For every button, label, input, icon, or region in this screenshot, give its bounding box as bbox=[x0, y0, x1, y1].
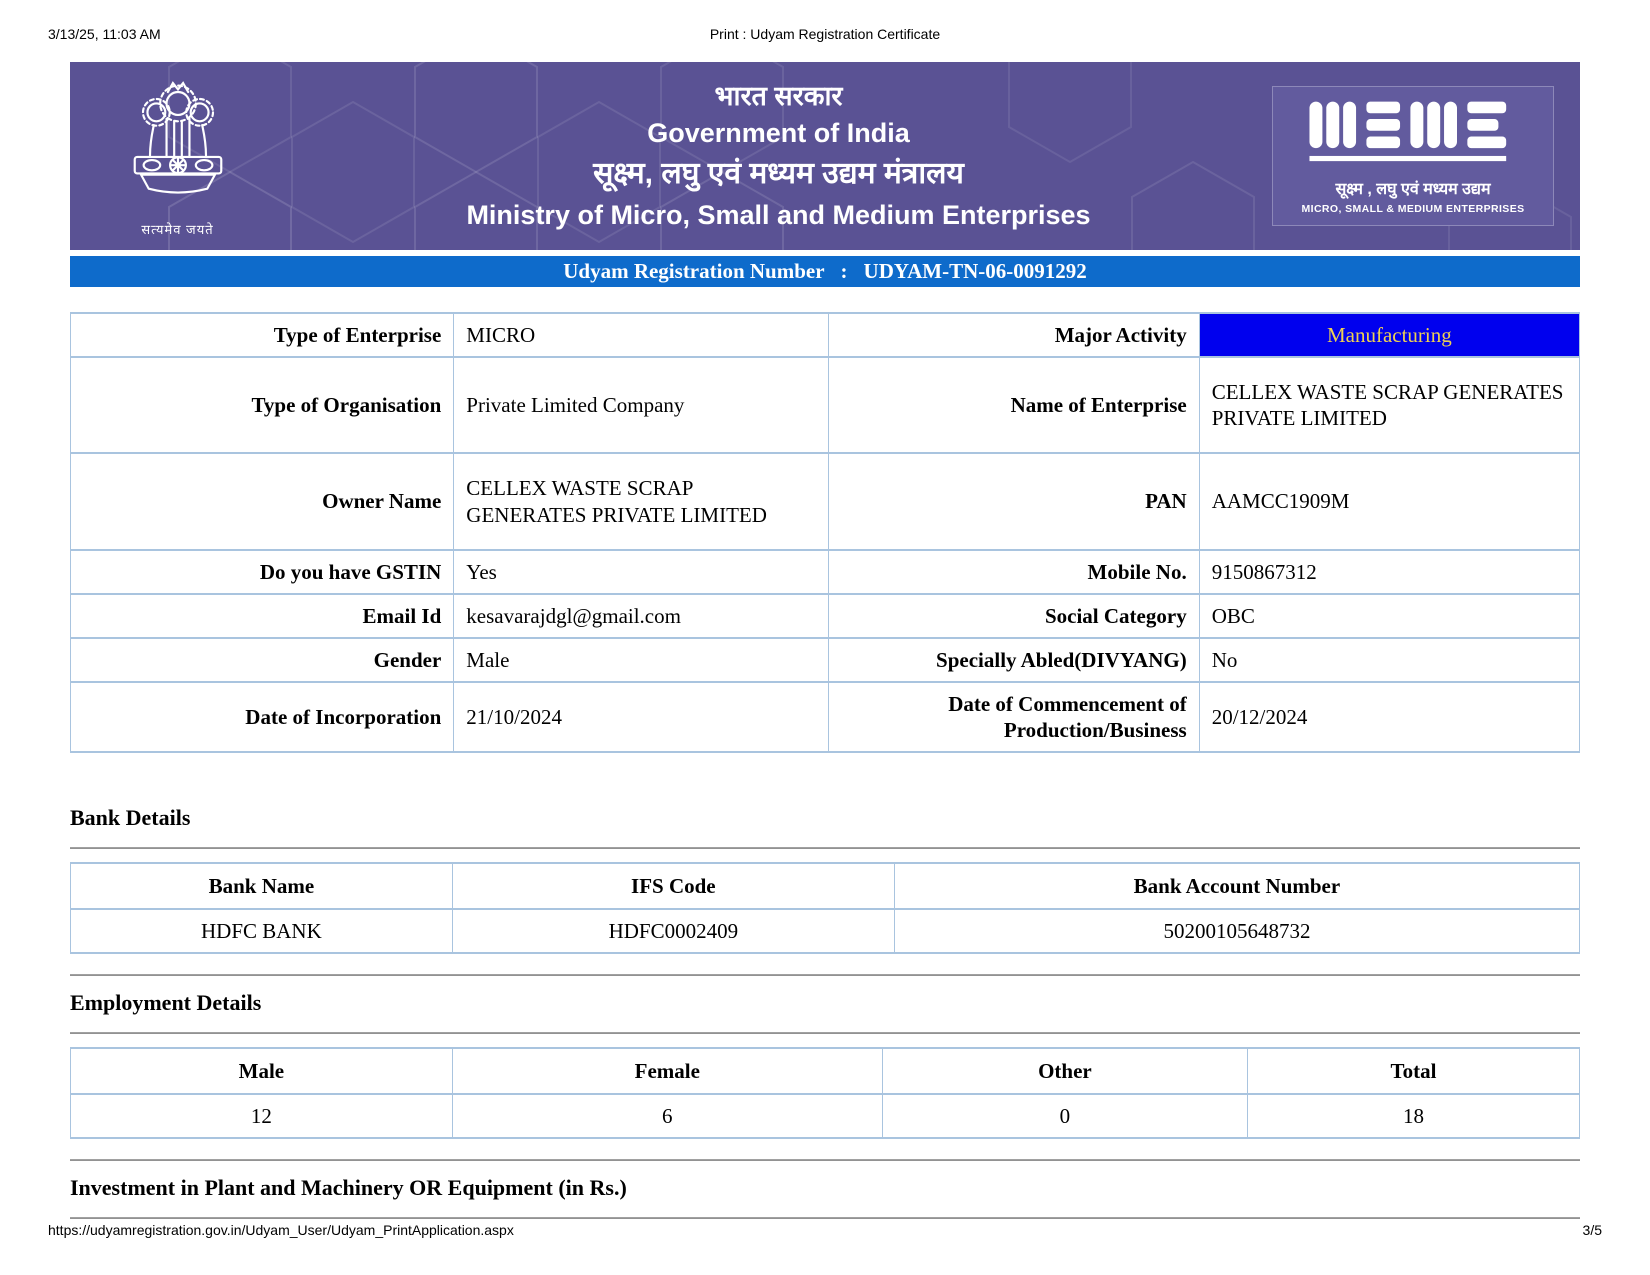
column-header: Female bbox=[452, 1048, 882, 1094]
field-value: 9150867312 bbox=[1199, 550, 1579, 594]
banner-titles bbox=[285, 81, 1272, 231]
banner-english-ministry: Ministry of Micro, Small and Medium Enterprises bbox=[466, 199, 1091, 230]
source-url: https://udyamregistration.gov.in/Udyam_User/Udyam_PrintApplication.aspx bbox=[48, 1222, 514, 1238]
section-divider bbox=[70, 1217, 1580, 1219]
table-row bbox=[71, 1094, 1580, 1138]
msme-logo-hindi-text: सूक्ष्म , लघु एवं मध्यम उद्यम bbox=[1335, 181, 1491, 198]
enterprise-details-table bbox=[70, 312, 1580, 753]
field-value: Yes bbox=[454, 550, 828, 594]
field-value: MICRO bbox=[454, 313, 828, 357]
banner-english-government: Government of India bbox=[647, 118, 910, 149]
column-header: Bank Account Number bbox=[894, 863, 1579, 909]
section-divider bbox=[70, 847, 1580, 849]
table-row bbox=[71, 638, 1580, 682]
field-label: Do you have GSTIN bbox=[71, 550, 454, 594]
table-row bbox=[71, 594, 1580, 638]
table-row bbox=[71, 909, 1580, 953]
field-value: 20/12/2024 bbox=[1199, 682, 1579, 752]
table-row bbox=[71, 453, 1580, 550]
field-value: 21/10/2024 bbox=[454, 682, 828, 752]
employment-female-count: 6 bbox=[452, 1094, 882, 1138]
ifs-code-value: HDFC0002409 bbox=[452, 909, 894, 953]
ashoka-lion-capital-icon bbox=[114, 78, 242, 218]
column-header: Bank Name bbox=[71, 863, 453, 909]
major-activity-highlight: Manufacturing bbox=[1199, 313, 1579, 357]
table-header-row bbox=[71, 1048, 1580, 1094]
bank-name-value: HDFC BANK bbox=[71, 909, 453, 953]
field-label: Email Id bbox=[71, 594, 454, 638]
field-value: AAMCC1909M bbox=[1199, 453, 1579, 550]
employment-details-heading: Employment Details bbox=[70, 990, 262, 1015]
employment-total-count: 18 bbox=[1248, 1094, 1580, 1138]
section-divider bbox=[70, 1159, 1580, 1161]
field-label: Date of Incorporation bbox=[71, 682, 454, 752]
certificate-content bbox=[70, 62, 1580, 1232]
msme-logo-english-text: MICRO, SMALL & MEDIUM ENTERPRISES bbox=[1301, 203, 1525, 215]
employment-male-count: 12 bbox=[71, 1094, 453, 1138]
emblem-motto: सत्यमेव जयते bbox=[141, 222, 214, 237]
table-row bbox=[71, 313, 1580, 357]
table-header-row bbox=[71, 863, 1580, 909]
field-label: Mobile No. bbox=[828, 550, 1199, 594]
section-divider bbox=[70, 974, 1580, 976]
field-label: Date of Commencement of Production/Business bbox=[828, 682, 1199, 752]
table-row bbox=[71, 357, 1580, 453]
field-value: Private Limited Company bbox=[454, 357, 828, 453]
bank-account-number-value: 50200105648732 bbox=[894, 909, 1579, 953]
field-label: PAN bbox=[828, 453, 1199, 550]
banner-hindi-government: भारत सरकार bbox=[714, 81, 843, 112]
column-header: Total bbox=[1248, 1048, 1580, 1094]
field-label: Social Category bbox=[828, 594, 1199, 638]
column-header: Other bbox=[882, 1048, 1247, 1094]
browser-print-header bbox=[48, 26, 1602, 42]
field-value: No bbox=[1199, 638, 1579, 682]
field-value: CELLEX WASTE SCRAP GENERATES PRIVATE LIMITED bbox=[1199, 357, 1579, 453]
print-title: Print : Udyam Registration Certificate bbox=[709, 26, 941, 42]
browser-print-footer bbox=[48, 1222, 1602, 1238]
ministry-banner bbox=[70, 62, 1580, 250]
column-header: IFS Code bbox=[452, 863, 894, 909]
field-value: CELLEX WASTE SCRAP GENERATES PRIVATE LIMITED bbox=[454, 453, 828, 550]
field-value: kesavarajdgl@gmail.com bbox=[454, 594, 828, 638]
field-label: Gender bbox=[71, 638, 454, 682]
employment-other-count: 0 bbox=[882, 1094, 1247, 1138]
msme-logo bbox=[1272, 86, 1554, 226]
table-row bbox=[71, 550, 1580, 594]
employment-details-table bbox=[70, 1047, 1580, 1139]
field-label: Owner Name bbox=[71, 453, 454, 550]
field-label: Major Activity bbox=[828, 313, 1199, 357]
table-row bbox=[71, 682, 1580, 752]
urn-value: UDYAM-TN-06-0091292 bbox=[863, 259, 1087, 283]
udyam-registration-number-bar bbox=[70, 256, 1580, 287]
banner-hindi-ministry: सूक्ष्म, लघु एवं मध्यम उद्यम मंत्रालय bbox=[593, 157, 964, 191]
column-header: Male bbox=[71, 1048, 453, 1094]
field-label: Name of Enterprise bbox=[828, 357, 1199, 453]
field-value: OBC bbox=[1199, 594, 1579, 638]
bank-details-table bbox=[70, 862, 1580, 954]
section-divider bbox=[70, 1032, 1580, 1034]
bank-details-heading: Bank Details bbox=[70, 805, 191, 830]
field-value: Male bbox=[454, 638, 828, 682]
field-label: Specially Abled(DIVYANG) bbox=[828, 638, 1199, 682]
national-emblem bbox=[70, 74, 285, 238]
urn-separator: : bbox=[840, 259, 848, 283]
print-datetime: 3/13/25, 11:03 AM bbox=[48, 26, 161, 42]
field-label: Type of Enterprise bbox=[71, 313, 454, 357]
msme-logo-icon bbox=[1309, 99, 1517, 165]
field-label: Type of Organisation bbox=[71, 357, 454, 453]
page-indicator: 3/5 bbox=[1582, 1222, 1602, 1238]
urn-label: Udyam Registration Number bbox=[563, 259, 825, 283]
investment-heading: Investment in Plant and Machinery OR Equipment (in Rs.) bbox=[70, 1175, 627, 1200]
